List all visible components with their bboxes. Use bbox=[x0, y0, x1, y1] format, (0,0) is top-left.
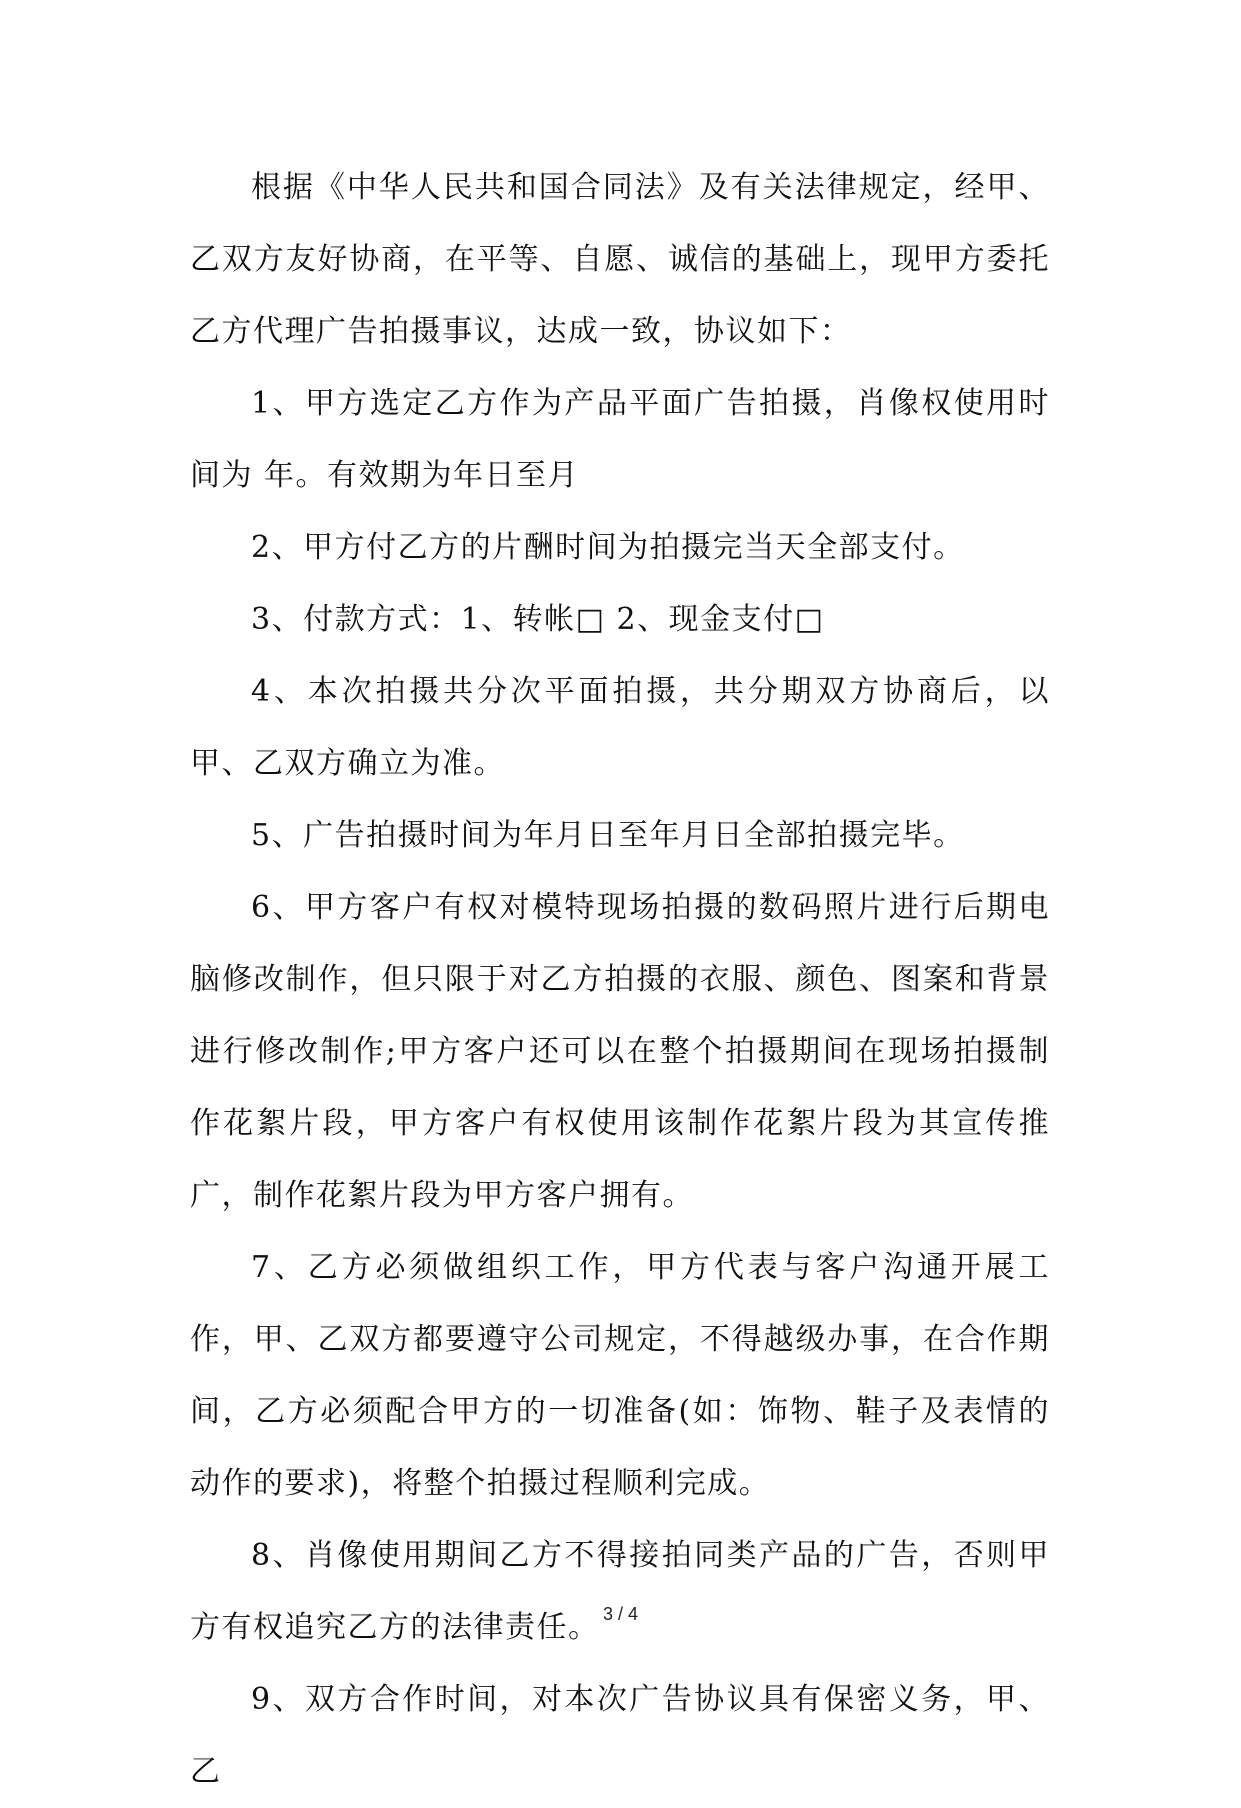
paragraph-clause-6: 6、甲方客户有权对模特现场拍摄的数码照片进行后期电脑修改制作，但只限于对乙方拍摄的衣服、颜色、图案和背景进行修改制作;甲方客户还可以在整个拍摄期间在现场拍摄制作花絮片段，甲方客户有权使用该制作花絮片段为其宣传推广，制作花絮片段为甲方客户拥有。 bbox=[190, 890, 1050, 1213]
paragraph-clause-1: 1、甲方选定乙方作为产品平面广告拍摄，肖像权使用时间为 年。有效期为年日至月 bbox=[190, 386, 1050, 493]
paragraph-clause-7: 7、乙方必须做组织工作，甲方代表与客户沟通开展工作，甲、乙双方都要遵守公司规定，不得越级办事，在合作期间，乙方必须配合甲方的一切准备(如：饰物、鞋子及表情的动作的要求)，将整个拍摄过程顺利完成。 bbox=[190, 1250, 1050, 1501]
paragraph-clause-3: 3、付款方式：1、转帐□ 2、现金支付□ bbox=[251, 602, 825, 637]
paragraph-clause-5: 5、广告拍摄时间为年月日至年月日全部拍摄完毕。 bbox=[251, 818, 965, 853]
paragraph-clause-9: 9、双方合作时间，对本次广告协议具有保密义务，甲、乙 bbox=[190, 1682, 1050, 1789]
paragraph-clause-8: 8、肖像使用期间乙方不得接拍同类产品的广告，否则甲方有权追究乙方的法律责任。 bbox=[190, 1538, 1050, 1645]
document-body bbox=[190, 152, 1050, 1808]
paragraph-clause-4: 4、本次拍摄共分次平面拍摄，共分期双方协商后，以甲、乙双方确立为准。 bbox=[190, 674, 1050, 781]
paragraph-clause-2: 2、甲方付乙方的片酬时间为拍摄完当天全部支付。 bbox=[251, 530, 965, 565]
paragraph-intro: 根据《中华人民共和国合同法》及有关法律规定，经甲、乙双方友好协商，在平等、自愿、诚信的基础上，现甲方委托乙方代理广告拍摄事议，达成一致，协议如下： bbox=[190, 170, 1050, 349]
page-number: 3 / 4 bbox=[602, 1604, 639, 1624]
